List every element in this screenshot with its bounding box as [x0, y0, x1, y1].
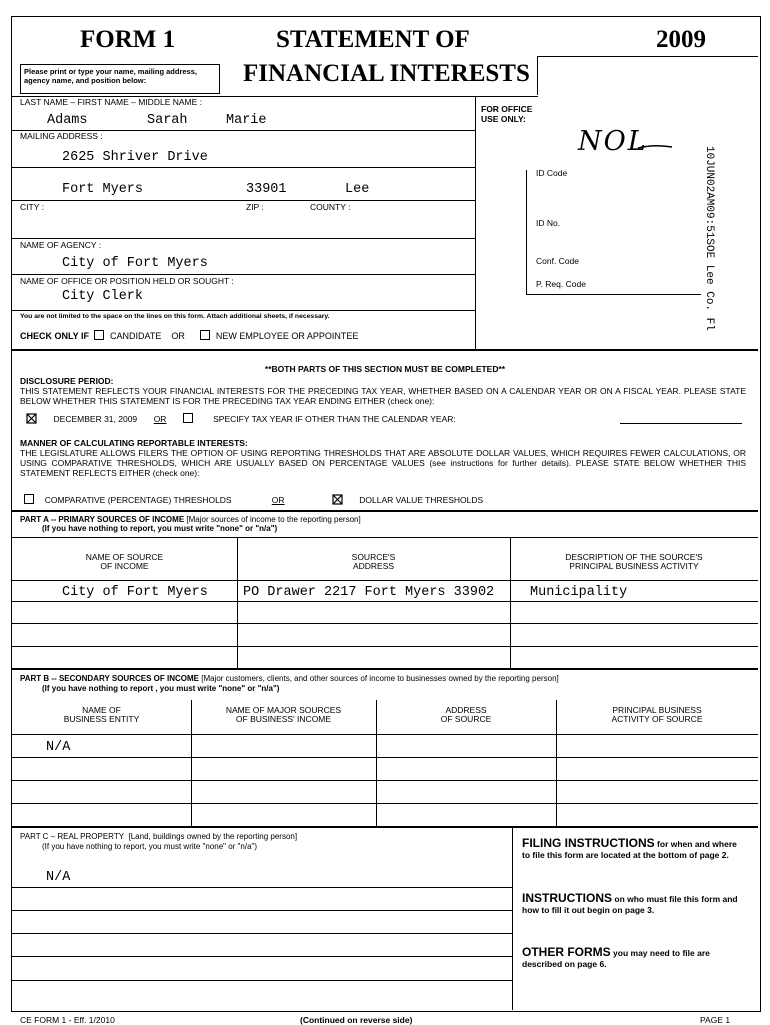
candidate-label: CANDIDATE — [110, 331, 162, 341]
name-label: LAST NAME – FIRST NAME – MIDDLE NAME : — [20, 97, 203, 107]
position-label: NAME OF OFFICE OR POSITION HELD OR SOUGHT : — [20, 276, 234, 286]
title-line2: FINANCIAL INTERESTS — [243, 60, 530, 87]
year: 2009 — [656, 26, 706, 53]
part-a-col-description: DESCRIPTION OF THE SOURCE'S PRINCIPAL BUSINESS ACTIVITY — [565, 552, 703, 571]
part-a-row1-description[interactable]: Municipality — [530, 585, 628, 600]
space-note: You are not limited to the space on the lines on this form. Attach additional sheets, if necessary. — [20, 313, 330, 320]
received-stamp: 10JUN02AM09:51SOE Lee Co. Fl — [703, 146, 715, 331]
form-frame — [11, 16, 761, 1012]
part-a-note: [Major sources of income to the reporting person] — [186, 515, 361, 524]
both-parts-banner: **BOTH PARTS OF THIS SECTION MUST BE COMPLETED** — [264, 364, 506, 374]
check-row — [20, 330, 358, 341]
footer-continued: (Continued on reverse side) — [300, 1015, 413, 1025]
part-b-col-sources: NAME OF MAJOR SOURCES OF BUSINESS' INCOME — [225, 705, 342, 724]
street[interactable]: 2625 Shriver Drive — [62, 150, 208, 165]
part-b-col-address: ADDRESS OF SOURCE — [440, 705, 492, 724]
handwritten-nol: NOL — [578, 126, 648, 157]
other-forms-block — [522, 947, 747, 970]
part-a-col-name: NAME OF SOURCE OF INCOME — [85, 552, 164, 571]
id-no-label: ID No. — [536, 218, 561, 228]
other-text: you may need to file are described on page 6. — [522, 948, 710, 969]
december-check-icon[interactable] — [26, 413, 37, 424]
mailing-label: MAILING ADDRESS : — [20, 131, 103, 141]
id-code-label: ID Code — [536, 168, 568, 178]
part-b-subheading: (If you have nothing to report , you must write "none" or "n/a") — [42, 684, 280, 693]
or-label: OR — [171, 331, 185, 341]
instr-text: on who must file this form and how to fill it out begin on page 3. — [522, 894, 738, 915]
comparative-checkbox[interactable] — [24, 494, 34, 504]
new-employee-label: NEW EMPLOYEE OR APPOINTEE — [215, 331, 359, 341]
title-line1: STATEMENT OF — [276, 26, 470, 53]
agency-value[interactable]: City of Fort Myers — [62, 256, 208, 271]
disclosure-period-heading: DISCLOSURE PERIOD: — [20, 376, 114, 386]
instr-title: INSTRUCTIONS — [522, 891, 612, 905]
new-employee-checkbox[interactable] — [200, 330, 210, 340]
print-note: Please print or type your name, mailing address, agency name, and position below: — [24, 67, 197, 85]
filing-instructions — [522, 838, 747, 861]
check-only-if-label: CHECK ONLY IF — [20, 331, 90, 341]
zip-label: ZIP : — [246, 202, 264, 212]
specify-option: SPECIFY TAX YEAR IF OTHER THAN THE CALENDAR YEAR: — [213, 414, 456, 424]
december-option: DECEMBER 31, 2009 — [53, 414, 138, 424]
specify-year-line[interactable] — [620, 423, 742, 424]
part-c-entry[interactable]: N/A — [46, 870, 71, 885]
footer-page: PAGE 1 — [700, 1015, 731, 1025]
dollar-check-icon[interactable] — [332, 494, 343, 505]
comparative-option: COMPARATIVE (PERCENTAGE) THRESHOLDS — [44, 495, 232, 505]
part-c-heading-row — [20, 832, 297, 842]
part-b-col-activity: PRINCIPAL BUSINESS ACTIVITY OF SOURCE — [611, 705, 703, 724]
instructions-block — [522, 893, 747, 916]
office-use-label: FOR OFFICE USE ONLY: — [481, 104, 533, 124]
manner-text: THE LEGISLATURE ALLOWS FILERS THE OPTION OF USING REPORTING THRESHOLDS THAT ARE ABSOLUTE DOLLAR VALUES, WHICH REQUIRES FEWER CALCULATIONS, OR USING COMPARATIVE THRESHOLDS, WHICH ARE USUALLY BASED ON PERCENTAGE VALUES (see instructions for further details). PLEASE STATE BELOW WHETHER THIS STATEMENT REFLECTS EITHER (check one): — [20, 448, 746, 478]
part-b-note: [Major customers, clients, and other sources of income to businesses owned by the reporting person] — [201, 674, 559, 683]
title-right-box — [537, 56, 758, 95]
form-label: FORM 1 — [80, 26, 176, 53]
middle-name[interactable]: Marie — [226, 113, 267, 128]
zip-value[interactable]: 33901 — [246, 182, 287, 197]
disclosure-period-text: THIS STATEMENT REFLECTS YOUR FINANCIAL INTERESTS FOR THE PRECEDING TAX YEAR, WHETHER BASED ON A CALENDAR YEAR OR ON A FISCAL YEAR. PLEASE STATE BELOW WHETHER THIS STATEMENT IS FOR THE PRECEDING TAX YEAR ENDING EITHER (check one): — [20, 386, 746, 406]
part-c-subheading: (If you have nothing to report, you must write "none" or "n/a") — [42, 842, 258, 851]
threshold-options — [24, 494, 483, 505]
specify-checkbox[interactable] — [183, 413, 193, 423]
filing-text: for when and where to file this form are located at the bottom of page 2. — [522, 839, 737, 860]
position-value[interactable]: City Clerk — [62, 289, 144, 304]
city-label: CITY : — [20, 202, 44, 212]
county-value[interactable]: Lee — [345, 182, 370, 197]
other-title: OTHER FORMS — [522, 945, 611, 959]
manner-heading: MANNER OF CALCULATING REPORTABLE INTERESTS: — [20, 438, 248, 448]
candidate-checkbox[interactable] — [94, 330, 104, 340]
part-a-col-address: SOURCE'S ADDRESS — [351, 552, 396, 571]
last-name[interactable]: Adams — [47, 113, 88, 128]
p-req-label: P. Req. Code — [536, 279, 586, 289]
county-label: COUNTY : — [310, 202, 351, 212]
part-c-note: [Land, buildings owned by the reporting person] — [128, 832, 298, 841]
filing-title: FILING INSTRUCTIONS — [522, 836, 655, 850]
part-a-heading: PART A -- PRIMARY SOURCES OF INCOME — [20, 515, 185, 524]
part-a-row1-address[interactable]: PO Drawer 2217 Fort Myers 33902 — [243, 585, 495, 600]
part-b-entry[interactable]: N/A — [46, 740, 71, 755]
footer-form-id: CE FORM 1 - Eff. 1/2010 — [20, 1015, 115, 1025]
part-a-row1-name[interactable]: City of Fort Myers — [62, 585, 208, 600]
part-b-heading-row — [20, 674, 559, 684]
conf-code-label: Conf. Code — [536, 256, 579, 266]
part-c-heading: PART C – REAL PROPERTY — [20, 832, 125, 841]
handwritten-underline — [636, 142, 676, 152]
period-or: OR — [153, 414, 167, 424]
first-name[interactable]: Sarah — [147, 113, 188, 128]
threshold-or: OR — [271, 495, 285, 505]
part-b-heading: PART B -- SECONDARY SOURCES OF INCOME — [20, 674, 199, 683]
part-b-col-entity: NAME OF BUSINESS ENTITY — [63, 705, 140, 724]
agency-label: NAME OF AGENCY : — [20, 240, 102, 250]
part-a-subheading: (If you have nothing to report, you must write "none" or "n/a") — [42, 524, 278, 533]
city-value[interactable]: Fort Myers — [62, 182, 144, 197]
dollar-option: DOLLAR VALUE THRESHOLDS — [359, 495, 484, 505]
